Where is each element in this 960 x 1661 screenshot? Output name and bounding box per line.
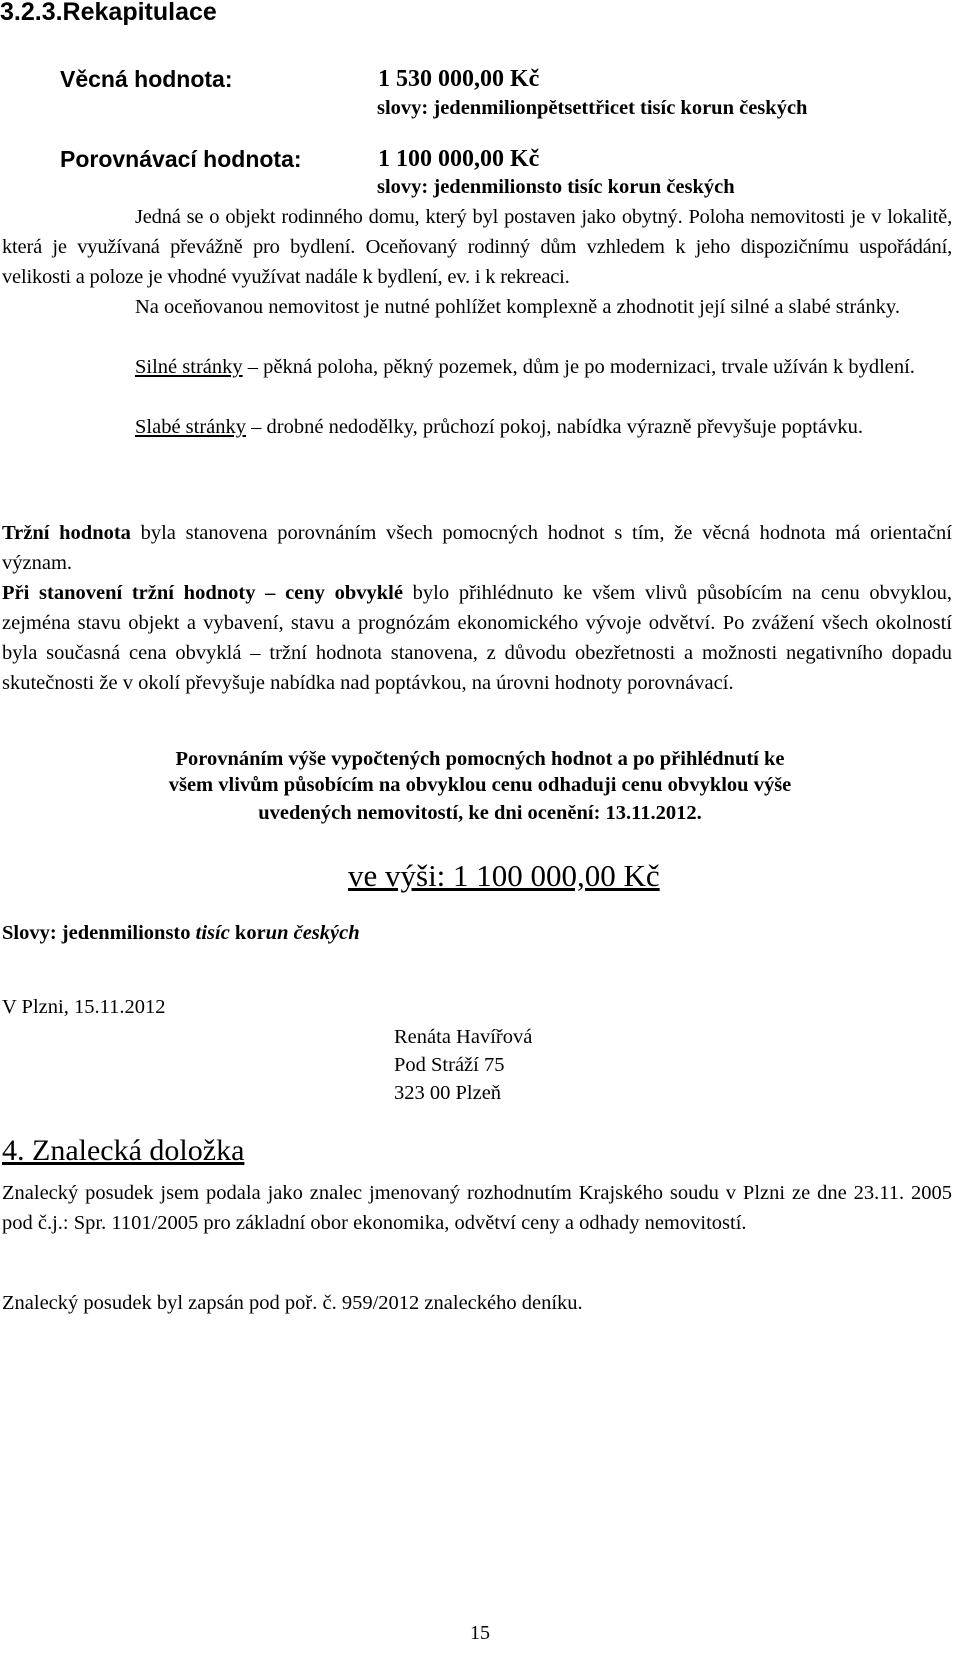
strengths-weaknesses-intro: Na oceňovanou nemovitost je nutné pohlížet komplexně a zhodnotit její silné a slabé stránky. <box>135 296 900 318</box>
strengths-label: Silné stránky <box>135 356 243 378</box>
conclusion-line-3: uvedených nemovitostí, ke dni ocenění: 13.11.2012. <box>258 802 702 824</box>
comparative-value-label: Porovnávací hodnota: <box>60 146 302 172</box>
usual-price-paragraph <box>2 578 952 698</box>
final-words-suffix: un českých <box>265 922 360 944</box>
clause-register-paragraph: Znalecký posudek byl zapsán pod poř. č. 959/2012 znaleckého deníku. <box>2 1292 583 1314</box>
description-paragraph: Jedná se o objekt rodinného domu, který byl postaven jako obytný. Poloha nemovitosti je v lokalitě, která je využívaná převážně pro bydlení. Oceňovaný rodinný dům vzhledem k jeho dispozičnímu uspořádání, velikosti a poloze je vhodné využívat nadále k bydlení, ev. i k rekreaci. <box>2 206 952 288</box>
market-value-text: byla stanovena porovnáním všech pomocných hodnot s tím, že věcná hodnota má orientační význam. <box>2 522 952 574</box>
strengths-paragraph <box>2 352 952 382</box>
weaknesses-paragraph <box>2 412 952 442</box>
comparative-value-words: slovy: jedenmilionsto tisíc korun českých <box>377 176 735 198</box>
page-number: 15 <box>470 1622 490 1644</box>
conclusion-line-2: všem vlivům působícím na obvyklou cenu odhaduji cenu obvyklou výše <box>168 774 792 796</box>
usual-price-term: Při stanovení tržní hodnoty – ceny obvyklé <box>2 582 403 604</box>
final-amount-words <box>2 922 360 945</box>
material-value-words: slovy: jedenmilionpětsettřicet tisíc korun českých <box>377 97 808 119</box>
final-words-tisic: tisíc <box>195 922 230 944</box>
market-value-term: Tržní hodnota <box>2 522 131 544</box>
final-words-prefix: Slovy: jedenmilionsto <box>2 922 196 944</box>
section-heading-clause: 4. Znalecká doložka <box>2 1134 245 1167</box>
usual-price-text: bylo přihlédnuto ke všem vlivů působícím na cenu obvyklou, zejména stavu objekt a vybavení, stavu a prognózám ekonomického vývoje odvětví. Po zvážení všech okolností byla současná cena obvyklá – tržní hodnota stanovena, z důvodu obezřetnosti a možnosti negativního dopadu skutečnosti že v okolí převyšuje nabídka nad poptávkou, na úrovni hodnoty porovnávací. <box>2 582 952 694</box>
appraiser-city: 323 00 Plzeň <box>394 1082 502 1104</box>
section-heading-recap: 3.2.3.Rekapitulace <box>0 0 217 26</box>
weaknesses-label: Slabé stránky <box>135 416 247 438</box>
final-words-kor: kor <box>229 922 266 944</box>
strengths-text: – pěkná poloha, pěkný pozemek, dům je po modernizaci, trvale užíván k bydlení. <box>242 356 915 378</box>
clause-paragraph: Znalecký posudek jsem podala jako znalec jmenovaný rozhodnutím Krajského soudu v Plzni ze dne 23.11. 2005 pod č.j.: Spr. 1101/2005 pro základní obor ekonomika, odvětví ceny a odhady nemovitostí. <box>2 1182 952 1234</box>
weaknesses-text: – drobné nedodělky, průchozí pokoj, nabídka výrazně převyšuje poptávku. <box>246 416 863 438</box>
comparative-value-amount: 1 100 000,00 Kč <box>378 146 540 172</box>
material-value-amount: 1 530 000,00 Kč <box>378 66 540 92</box>
appraiser-name: Renáta Havířová <box>394 1026 533 1048</box>
final-amount: ve výši: 1 100 000,00 Kč <box>348 858 660 893</box>
place-and-date: V Plzni, 15.11.2012 <box>2 996 166 1018</box>
conclusion-line-1: Porovnáním výše vypočtených pomocných hodnot a po přihlédnutí ke <box>175 748 785 770</box>
material-value-label: Věcná hodnota: <box>60 66 233 92</box>
market-value-paragraph <box>2 518 952 578</box>
appraiser-street: Pod Stráží 75 <box>394 1054 505 1076</box>
